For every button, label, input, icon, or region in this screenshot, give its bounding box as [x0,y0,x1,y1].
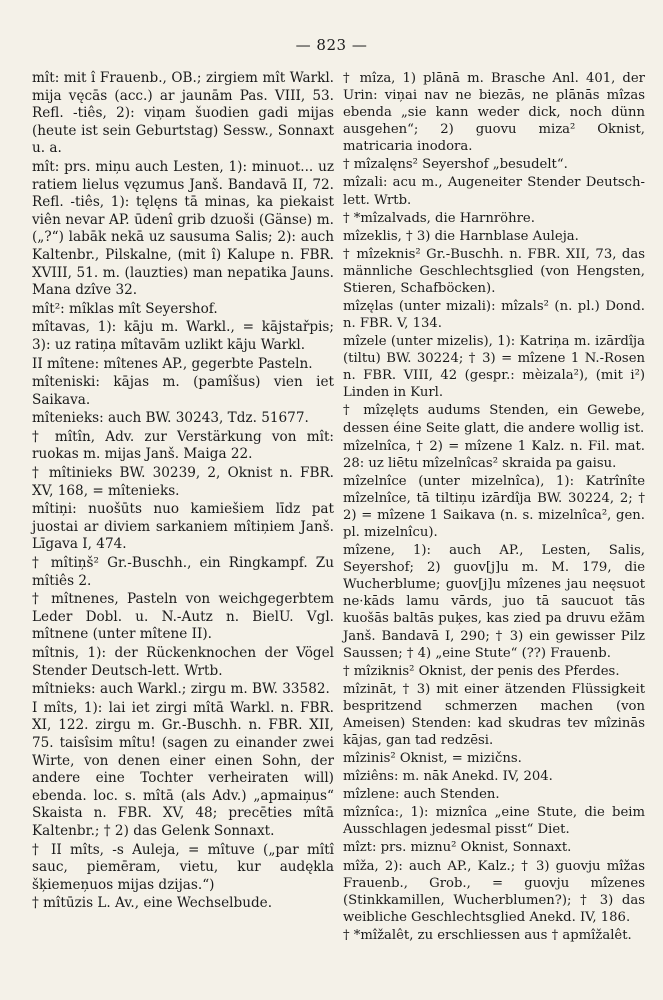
entry: mîzelnîca, † 2) = mîzene 1 Kalz. n. Fil. mat. 28: uz liētu mîzelnîcas² skraida pa gaisu. [343,438,645,471]
left-column [32,70,334,914]
entry: mîtnis, 1): der Rückenknochen der Vögel Stender Deutsch-lett. Wrtb. [32,645,334,679]
entry: mîteniski: kājas m. (pamîšus) vien iet Saikava. [32,374,334,408]
right-column [343,70,645,945]
entry: † mîtinieks BW. 30239, 2, Oknist n. FBR. XV, 168, = mîtenieks. [32,465,334,499]
entry: mît: prs. miņu auch Lesten, 1): minuot... uz ratiem lielus vęzumus Janš. Bandavā II, 72. Refl. -tiês, 1): tęlęns tā minas, ka piekaist viên nevar AP. ūdenî grib dzuoši (Gänse) m. („?“) labāk nekā uz sausuma Salis; 2): auch Kaltenbr., Pilskalne, (mit î) Kalupe n. FBR. XVIII, 51. m. (lauzties) man nepatika Jauns. Mana dzîve 32. [32,158,334,299]
entry: † mîziknis² Oknist, der penis des Pferdes. [343,663,620,679]
entry: † mîtîn, Adv. zur Verstärkung von mît: ruokas m. mijas Janš. Maiga 22. [32,428,334,463]
entry: † II mîts, -s Auleja, = mîtuve („par mîtî sauc, piemēram, vietu, kur audękla šķiemeņuos mijas dzijas.“) [32,841,334,893]
entry: mîtiņi: nuošūts nuo kamiešiem līdz pat juostai ar diviem sarkaniem mîtiņiem Janš. Līgava I, 474. [32,501,334,553]
entry: † *mîžalêt, zu erschliessen aus † apmîžalêt. [343,927,632,943]
entry: mît²: mîklas mît Seyershof. [32,300,218,317]
entry: mîzali: acu m., Augeneiter Stender Deutsch-lett. Wrtb. [343,175,645,208]
page-number: — 823 — [295,36,368,54]
entry: II mîtene: mîtenes AP., gegerbte Pasteln. [32,355,313,372]
entry: † mîtnenes, Pasteln von weichgegerbtem Leder Dobl. u. N.-Autz n. BielU. Vgl. mîtnene (unter mîtene II). [32,591,334,643]
entry: † *mîzalvads, die Harnröhre. [343,210,535,226]
entry: mîtenieks: auch BW. 30243, Tdz. 51677. [32,410,309,427]
entry: mîzene, 1): auch AP., Lesten, Salis, Seyershof; 2) guov[j]u m. M. 179, die Wucherblume; guov[j]u mîzenes jau neęsuot ne·kāds lamu vārds, juo tā saucuot tās kuošās baltās puķes, kas zied pa druvu ežām Janš. Bandavā I, 290; † 3) ein gewisser Pilz Saussen; † 4) „eine Stute“ (??) Frauenb. [343,543,645,661]
entry: mîzt: prs. miznu² Oknist, Sonnaxt. [343,840,572,856]
entry: mîzinis² Oknist, = mizičns. [343,751,522,767]
entry: mîzele (unter mizelis), 1): Katriņa m. izārdîja (tiltu) BW. 30224; † 3) = mîzene 1 N.-Rosen n. FBR. VIII, 42 (gespr.: mèizala²), (mit i²) Linden in Kurl. [343,334,645,401]
entry: † mîzalęns² Seyershof „besudelt“. [343,157,568,173]
entry: mîža, 2): auch AP., Kalz.; † 3) guovju mîžas Frauenb., Grob., = guovju mîzenes (Stinkkamillen, Wucherblumen?); † 3) das weibliche Geschlechtsglied Anekd. IV, 186. [343,858,645,925]
entry: mîzelnîce (unter mizelnîca), 1): Katrînîte mîzelnîce, tā tiltiņu izārdîja BW. 30224, 2; † 2) = mîzene 1 Saikava (n. s. mizelnîca², gen. pl. mizelnîcu). [343,473,645,541]
entry: † mîzeknis² Gr.-Buschh. n. FBR. XII, 73, das männliche Geschlechtsglied (von Hengsten, Stieren, Schafböcken). [343,246,645,296]
entry: mîzęlas (unter mizali): mîzals² (n. pl.) Dond. n. FBR. V, 134. [343,299,645,332]
entry: † mîtiņš² Gr.-Buschh., ein Ringkampf. Zu mîtiês 2. [32,555,334,589]
entry: mîznîca:, 1): miznîca „eine Stute, die beim Ausschlagen jedesmal pisst“ Diet. [343,805,645,838]
entry: † mîtūzis L. Av., eine Wechselbude. [32,895,273,912]
entry: mîzeklis, † 3) die Harnblase Auleja. [343,228,579,244]
entry: mîtavas, 1): kāju m. Warkl., = kājstařpis; 3): uz ratiņa mîtavām uzlikt kāju Warkl. [32,319,334,353]
entry: mîtnieks: auch Warkl.; zirgu m. BW. 33582. [32,681,330,698]
entry: mîziêns: m. nāk Anekd. IV, 204. [343,769,553,785]
entry: † mîzęlęts audums Stenden, ein Gewebe, dessen éine Seite glatt, die andere wollig ist. [343,403,645,436]
entry: mît: mit î Frauenb., OB.; zirgiem mît Warkl. mija vęcās (acc.) ar jaunām Pas. VIII, 53. Refl. -tiês, 2): viņam šuodien gadi mijas (heute ist sein Geburtstag) Sessw., Sonnaxt u. a. [32,70,334,157]
entry: mîzināt, † 3) mit einer ätzenden Flüssigkeit bespritzend schmerzen machen (von Ameisen) Stenden: kad skudras tev mîzinās kājas, gan tad redzēsi. [343,681,645,748]
entry: mîzlene: auch Stenden. [343,787,500,803]
entry: † mîza, 1) plānā m. Brasche Anl. 401, der Urin: viņai nav ne biezās, ne plānās mîzas ebenda „sie kann weder dick, noch dünn ausgehen“; 2) guovu miza² Oknist, matricaria inodora. [343,71,645,155]
entry: I mîts, 1): lai iet zirgi mîtā Warkl. n. FBR. XI, 122. zirgu m. Gr.-Buschh. n. FBR. XII, 75. taisîsim mîtu! (sagen zu einander zwei Wirte, von denen einer einen Sohn, der andere eine Tochter verheiraten will) ebenda. loc. s. mîtā (als Adv.) „apmaiņus“ Skaista n. FBR. XV, 48; precēties mîtā Kaltenbr.; † 2) das Gelenk Sonnaxt. [32,699,334,839]
